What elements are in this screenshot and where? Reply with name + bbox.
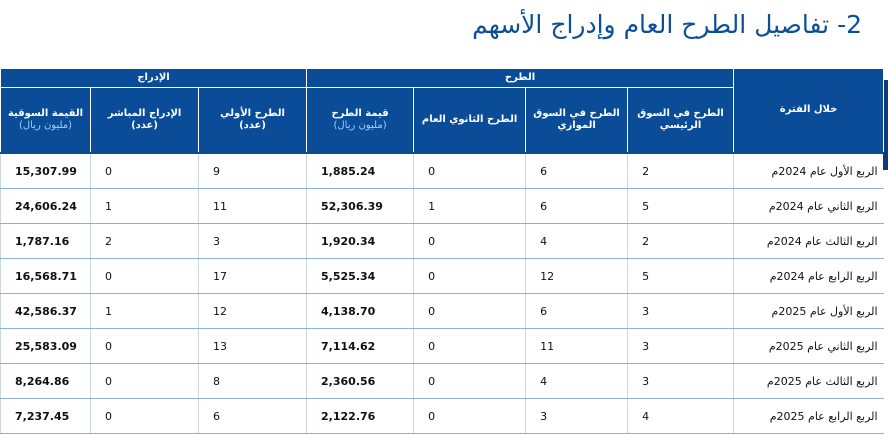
cell-parallel-market: 3 (526, 399, 628, 434)
col-header-secondary: الطرح الثانوي العام (414, 88, 526, 154)
cell-market-value: 15,307.99 (1, 153, 91, 189)
cell-parallel-market: 4 (526, 224, 628, 259)
cell-parallel-market: 6 (526, 189, 628, 224)
cell-secondary: 0 (414, 153, 526, 189)
table-row (1, 364, 884, 399)
cell-parallel-market: 6 (526, 153, 628, 189)
cell-main-market: 2 (628, 153, 734, 189)
cell-period: الربع الثاني عام 2025م (734, 329, 884, 364)
cell-market-value: 25,583.09 (1, 329, 91, 364)
cell-offer-value: 5,525.34 (307, 259, 414, 294)
table-row (1, 294, 884, 329)
cell-market-value: 24,606.24 (1, 189, 91, 224)
cell-main-market: 5 (628, 259, 734, 294)
col-header-parallel-market: الطرح في السوق الموازي (526, 88, 628, 154)
cell-direct-listing: 0 (91, 329, 199, 364)
cell-direct-listing: 0 (91, 259, 199, 294)
col-header-offer-value (307, 88, 414, 154)
direct-listing-unit: (عدد) (131, 120, 158, 131)
table-row (1, 153, 884, 189)
cell-market-value: 1,787.16 (1, 224, 91, 259)
cell-market-value: 16,568.71 (1, 259, 91, 294)
cell-period: الربع الثاني عام 2024م (734, 189, 884, 224)
table-row (1, 329, 884, 364)
page-title: 2- تفاصيل الطرح العام وإدراج الأسهم (472, 10, 862, 39)
group-header-offering: الطرح (307, 69, 734, 88)
market-value-unit: (مليون ريال) (18, 120, 73, 131)
cell-offer-value: 1,920.34 (307, 224, 414, 259)
cell-parallel-market: 11 (526, 329, 628, 364)
cell-direct-listing: 0 (91, 364, 199, 399)
cell-period: الربع الأول عام 2025م (734, 294, 884, 329)
cell-market-value: 42,586.37 (1, 294, 91, 329)
cell-period: الربع الرابع عام 2024م (734, 259, 884, 294)
offer-value-unit: (مليون ريال) (333, 120, 387, 131)
cell-period: الربع الثالث عام 2025م (734, 364, 884, 399)
ipo-label: الطرح الأولي (220, 107, 285, 119)
cell-direct-listing: 0 (91, 399, 199, 434)
cell-parallel-market: 6 (526, 294, 628, 329)
cell-secondary: 0 (414, 329, 526, 364)
col-header-period: خلال الفترة (734, 69, 884, 154)
cell-market-value: 7,237.45 (1, 399, 91, 434)
cell-period: الربع الأول عام 2024م (734, 153, 884, 189)
cell-ipo: 9 (199, 153, 307, 189)
cell-ipo: 3 (199, 224, 307, 259)
cell-direct-listing: 0 (91, 153, 199, 189)
direct-listing-label: الإدراج المباشر (107, 107, 182, 119)
cell-secondary: 0 (414, 399, 526, 434)
offerings-table (0, 68, 884, 434)
table-row (1, 224, 884, 259)
cell-direct-listing: 1 (91, 294, 199, 329)
header-group-row (1, 69, 884, 88)
table-row (1, 189, 884, 224)
cell-secondary: 0 (414, 259, 526, 294)
cell-offer-value: 2,360.56 (307, 364, 414, 399)
cell-ipo: 17 (199, 259, 307, 294)
cell-market-value: 8,264.86 (1, 364, 91, 399)
cell-ipo: 8 (199, 364, 307, 399)
cell-direct-listing: 1 (91, 189, 199, 224)
cell-main-market: 3 (628, 329, 734, 364)
col-header-direct-listing (91, 88, 199, 154)
cell-main-market: 2 (628, 224, 734, 259)
cell-offer-value: 7,114.62 (307, 329, 414, 364)
cell-main-market: 4 (628, 399, 734, 434)
col-header-main-market: الطرح في السوق الرئيسي (628, 88, 734, 154)
cell-period: الربع الرابع عام 2025م (734, 399, 884, 434)
cell-secondary: 0 (414, 294, 526, 329)
cell-direct-listing: 2 (91, 224, 199, 259)
table-row (1, 259, 884, 294)
cell-secondary: 0 (414, 364, 526, 399)
cell-parallel-market: 12 (526, 259, 628, 294)
cell-offer-value: 52,306.39 (307, 189, 414, 224)
cell-offer-value: 1,885.24 (307, 153, 414, 189)
market-value-label: القيمة السوقية (7, 107, 84, 119)
offer-value-label: قيمة الطرح (331, 107, 389, 119)
cell-ipo: 6 (199, 399, 307, 434)
col-header-ipo (199, 88, 307, 154)
cell-secondary: 1 (414, 189, 526, 224)
cell-offer-value: 4,138.70 (307, 294, 414, 329)
cell-period: الربع الثالث عام 2024م (734, 224, 884, 259)
cell-ipo: 12 (199, 294, 307, 329)
cell-parallel-market: 4 (526, 364, 628, 399)
cell-ipo: 11 (199, 189, 307, 224)
cell-secondary: 0 (414, 224, 526, 259)
group-header-listing: الإدراج (1, 69, 307, 88)
cell-offer-value: 2,122.76 (307, 399, 414, 434)
cell-main-market: 5 (628, 189, 734, 224)
cell-main-market: 3 (628, 364, 734, 399)
ipo-unit: (عدد) (239, 120, 266, 131)
cell-ipo: 13 (199, 329, 307, 364)
col-header-market-value (1, 88, 91, 154)
cell-main-market: 3 (628, 294, 734, 329)
table-row (1, 399, 884, 434)
